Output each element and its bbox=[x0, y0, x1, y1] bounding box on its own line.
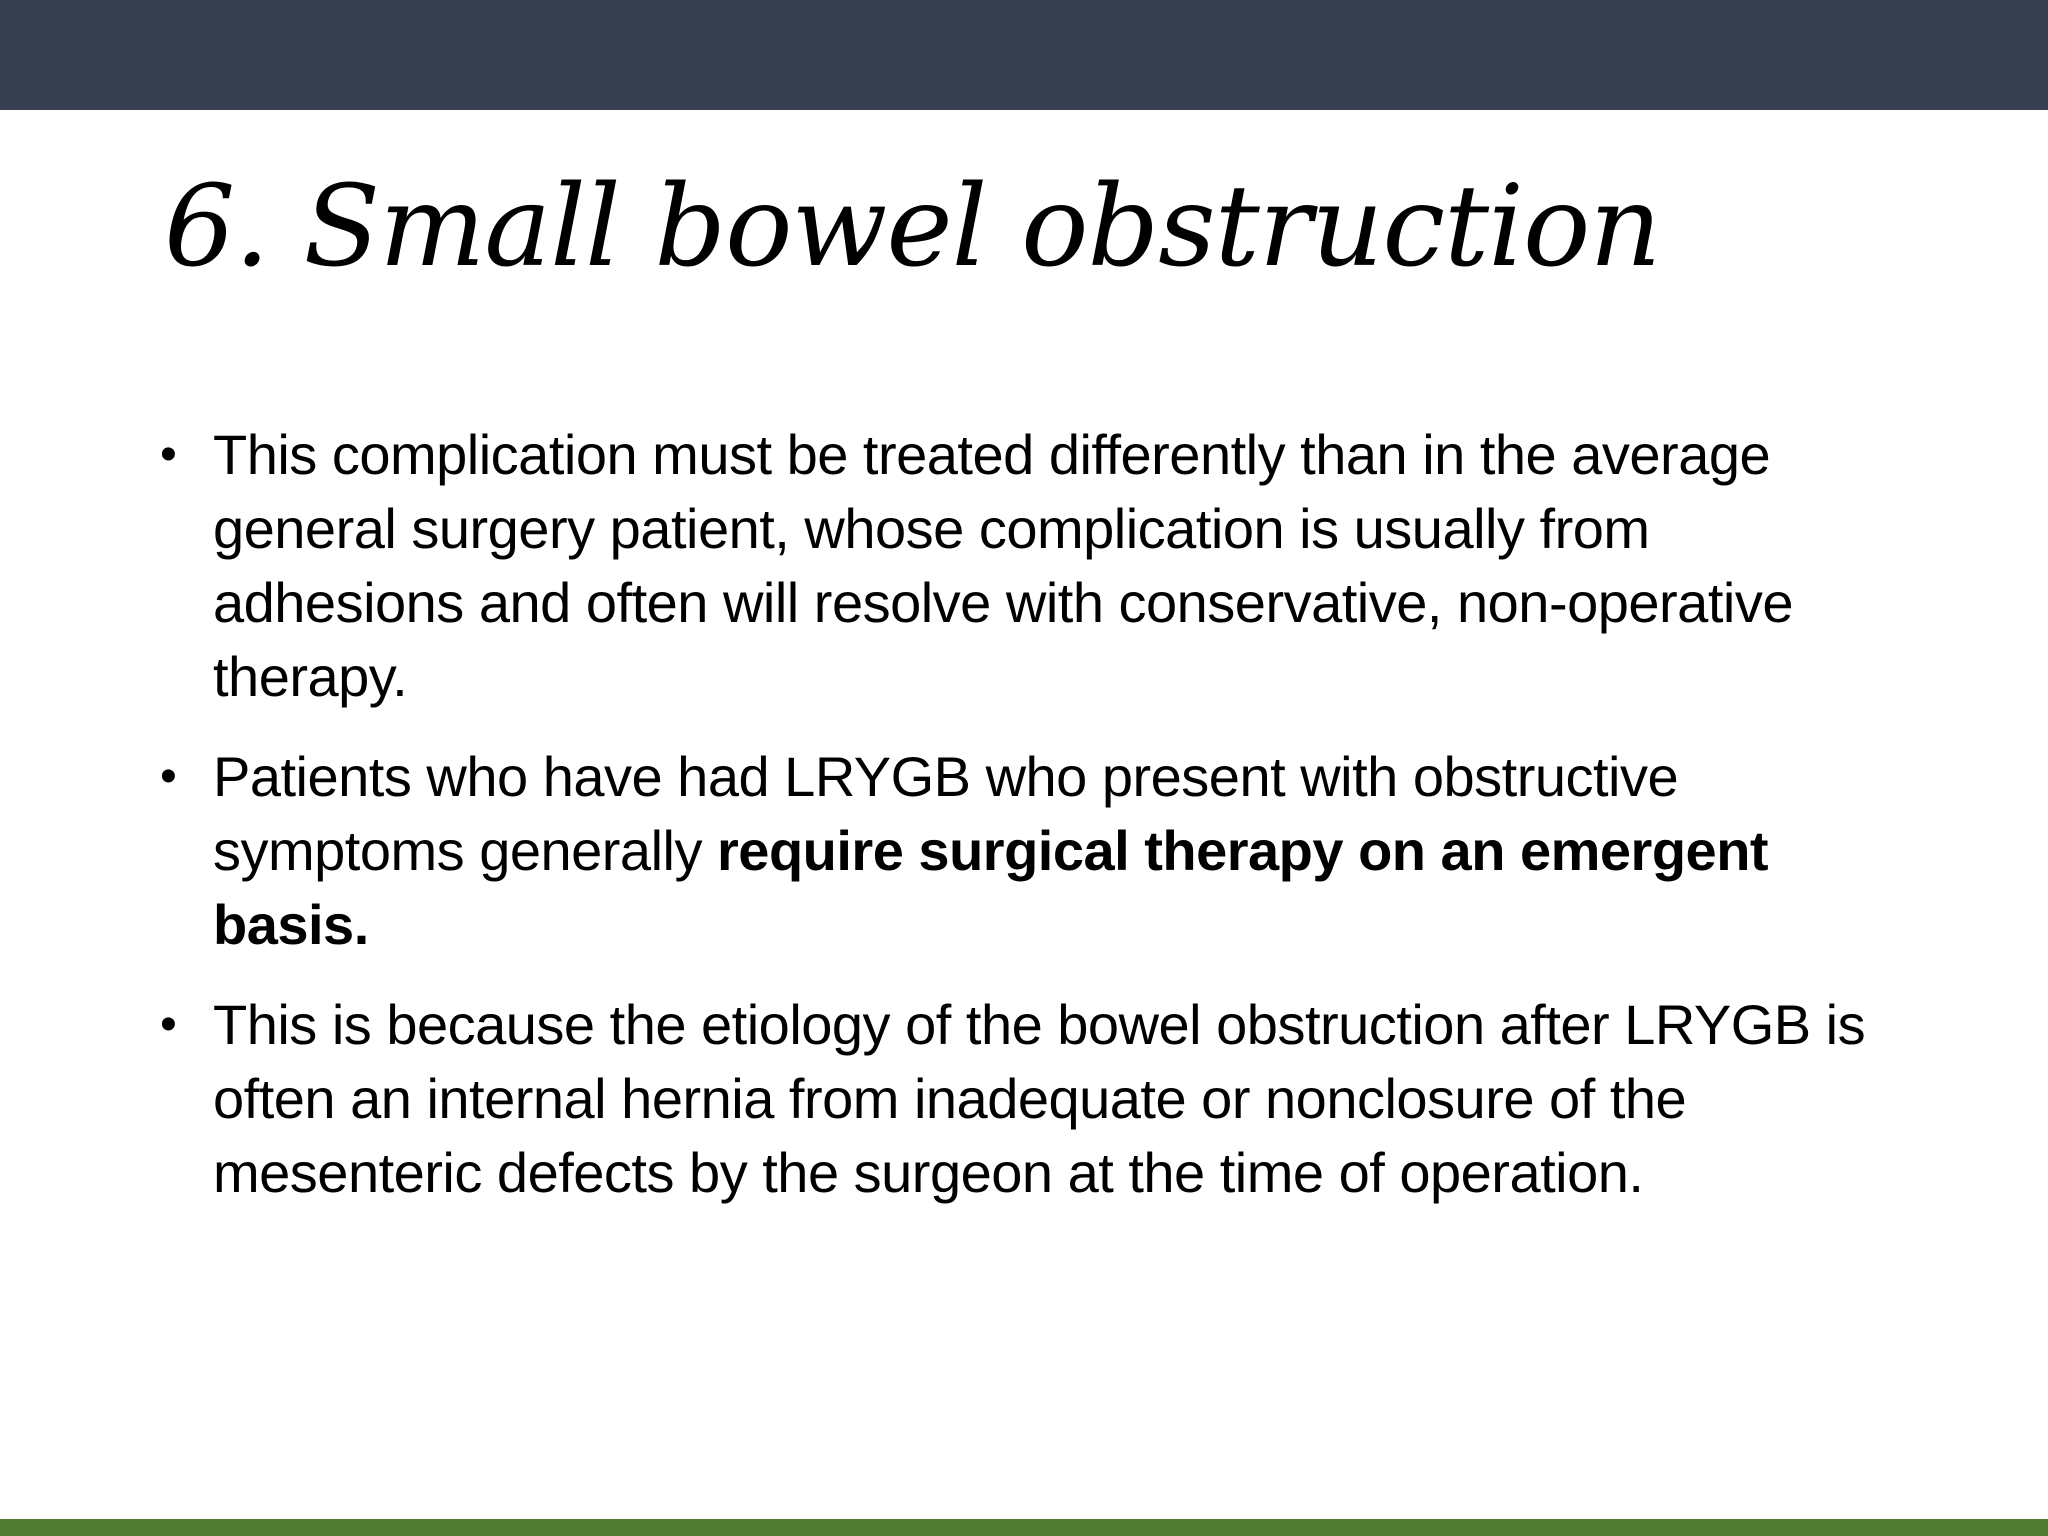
slide-title: 6. Small bowel obstruction bbox=[164, 162, 1661, 292]
bullet-icon: • bbox=[160, 998, 177, 1051]
bullet-text: This is because the etiology of the bowel obstruction after LRYGB is often an internal hernia from inadequate or nonclosure of the mesenteric defects by the surgeon at the time of operation. bbox=[213, 993, 1866, 1204]
bullet-text-regular: Patients who have had LRYGB who present with obstructive symptoms generally bbox=[213, 745, 1679, 882]
bullet-list bbox=[160, 418, 1880, 1236]
top-banner bbox=[0, 0, 2048, 110]
bullet-text: This complication must be treated differently than in the average general surgery patient, whose complication is usually from adhesions and often will resolve with conservative, non-operative therapy. bbox=[213, 423, 1793, 708]
bullet-text bbox=[213, 745, 1768, 956]
bullet-text-emphasis: require surgical therapy on an emergent basis. bbox=[213, 819, 1769, 956]
bottom-banner bbox=[0, 1519, 2048, 1536]
bullet-item bbox=[160, 740, 1880, 962]
bullet-icon: • bbox=[160, 428, 177, 481]
bullet-item bbox=[160, 418, 1880, 714]
bullet-icon: • bbox=[160, 750, 177, 803]
bullet-item bbox=[160, 988, 1880, 1210]
